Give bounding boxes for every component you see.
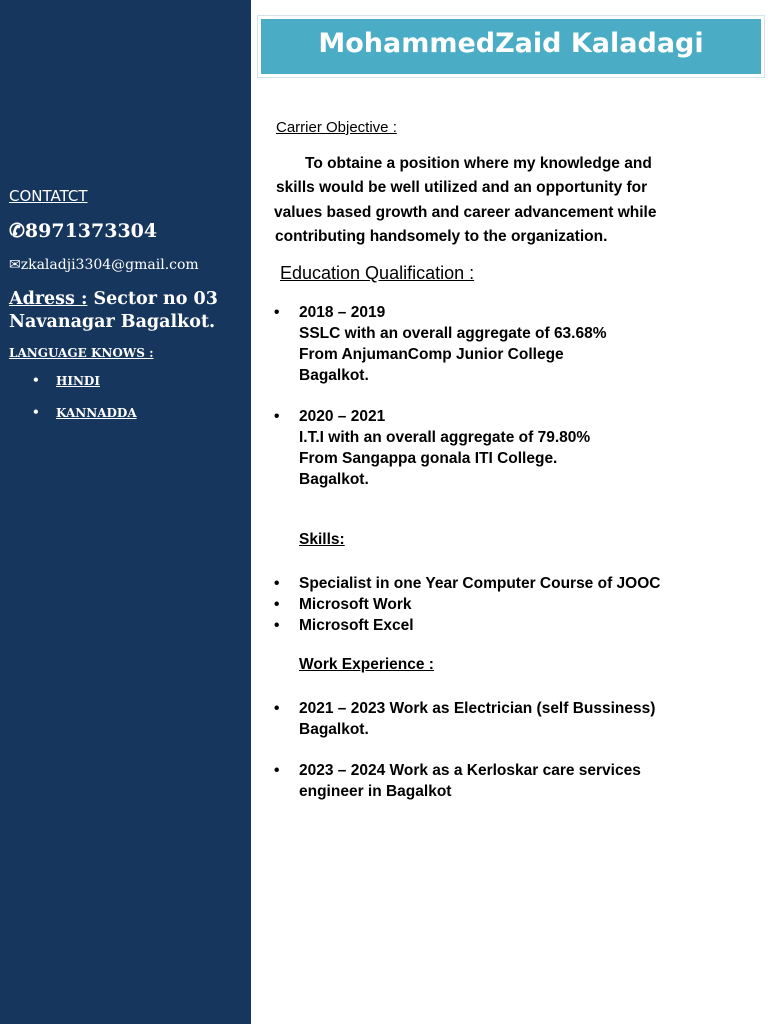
objective-heading: Carrier Objective : [276,119,397,136]
experience-item [299,760,641,802]
education-institution: From AnjumanComp Junior College [299,346,564,363]
language-item: • KANNADDA [56,406,137,438]
contact-heading: CONTATCT [9,187,88,205]
education-place: Bagalkot. [299,367,369,384]
experience-line: engineer in Bagalkot [299,783,452,800]
phone-number: ✆8971373304 [9,220,158,242]
address-label: Adress : [9,289,88,309]
name-banner [258,16,764,77]
language-list [56,374,137,438]
objective-line: skills would be well utilized and an opportunity for [276,179,648,196]
objective-line: values based growth and career advancement while [274,204,657,221]
objective-line: contributing handsomely to the organization. [275,228,608,245]
education-heading: Education Qualification : [280,263,475,283]
experience-item [299,698,655,740]
address [9,288,249,334]
education-institution: From Sangappa gonala ITI College. [299,450,558,467]
skill-item: • Microsoft Work [299,594,412,615]
education-detail: SSLC with an overall aggregate of 63.68% [299,325,607,342]
language-item: • HINDI [56,374,137,406]
email-address: ✉zkaladji3304@gmail.com [9,257,199,273]
education-years: • 2018 – 2019 [299,304,386,321]
experience-line: • 2021 – 2023 Work as Electrician (self Bussiness) [299,700,656,717]
education-item [299,406,590,490]
address-line-2: Navanagar Bagalkot. [9,312,216,332]
address-line-1: Sector no 03 [87,289,218,309]
education-place: Bagalkot. [299,471,369,488]
experience-line: Bagalkot. [299,721,369,738]
sidebar [0,0,251,1024]
language-heading: LANGUAGE KNOWS : [9,346,154,360]
education-item [299,302,607,386]
candidate-name: MohammedZaid Kaladagi [318,28,704,59]
objective-line: To obtaine a position where my knowledge and [305,155,652,172]
skills-heading: Skills: [299,531,345,548]
education-detail: I.T.I with an overall aggregate of 79.80% [299,429,591,446]
skill-item: • Microsoft Excel [299,615,414,636]
work-experience-heading: Work Experience : [299,656,434,673]
education-years: • 2020 – 2021 [299,408,386,425]
experience-line: • 2023 – 2024 Work as a Kerloskar care services [299,762,641,779]
skill-item: • Specialist in one Year Computer Course of JOOC [299,573,660,594]
